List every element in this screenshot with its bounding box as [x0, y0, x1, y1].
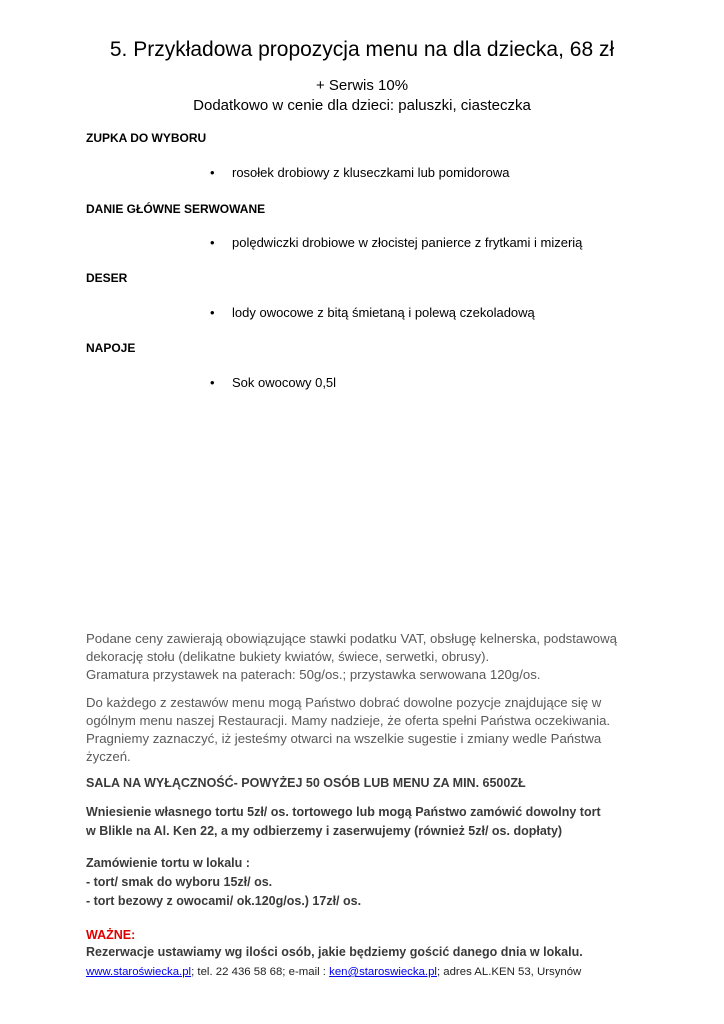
bullet-icon: • — [210, 375, 215, 390]
info-line: dekorację stołu (delikatne bukiety kwiatów, świece, serwetki, obrusy). — [86, 649, 490, 664]
cake-line: Wniesienie własnego tortu 5zł/ os. tortowego lub mogą Państwo zamówić dowolny tort — [86, 805, 601, 819]
section-heading-dessert: DESER — [86, 271, 128, 285]
info-line: Gramatura przystawek na paterach: 50g/os.; przystawka serwowana 120g/os. — [86, 667, 541, 682]
reservation-note: Rezerwacje ustawiamy wg ilości osób, jakie będziemy gościć danego dnia w lokalu. — [86, 945, 583, 959]
important-label: WAŻNE: — [86, 928, 136, 942]
section-heading-drinks: NAPOJE — [86, 341, 136, 355]
order-line: Zamówienie tortu w lokalu : — [86, 856, 250, 870]
email-link[interactable]: ken@staroswiecka.pl — [329, 966, 437, 978]
item-text: rosołek drobiowy z kluseczkami lub pomidorowa — [232, 165, 510, 180]
menu-item-drinks — [210, 374, 336, 392]
info-line: Pragniemy zaznaczyć, iż jesteśmy otwarci na wszelkie sugestie i zmiany wedle Państwa — [86, 731, 602, 746]
website-link[interactable]: www.staroświecka.pl — [86, 966, 192, 978]
phone-text: ; tel. 22 436 58 68; e-mail : — [191, 966, 330, 978]
section-heading-main: DANIE GŁÓWNE SERWOWANE — [86, 202, 266, 216]
extra-note: Dodatkowo w cenie dla dzieci: paluszki, ciasteczka — [193, 97, 531, 114]
info-line: życzeń. — [86, 749, 131, 764]
cake-order-info — [86, 854, 646, 911]
sala-exclusive-note: SALA NA WYŁĄCZNOŚĆ- POWYŻEJ 50 OSÓB LUB MENU ZA MIN. 6500ZŁ — [86, 776, 526, 790]
pricing-info — [86, 630, 646, 684]
info-line: ogólnym menu naszej Restauracji. Mamy nadzieje, że oferta spełni Państwa oczekiwania. — [86, 713, 611, 728]
info-line: Podane ceny zawierają obowiązujące stawki podatku VAT, obsługę kelnerska, podstawową — [86, 631, 617, 646]
cake-info — [86, 803, 646, 841]
info-line: Do każdego z zestawów menu mogą Państwo dobrać dowolne pozycje znajdujące się w — [86, 695, 602, 710]
address-text: ; adres AL.KEN 53, Ursynów — [436, 966, 582, 978]
bullet-icon: • — [210, 235, 215, 250]
section-heading-soup: ZUPKA DO WYBORU — [86, 131, 207, 145]
item-text: polędwiczki drobiowe w złocistej panierce z frytkami i mizerią — [232, 235, 583, 250]
order-line: - tort/ smak do wyboru 15zł/ os. — [86, 875, 273, 889]
service-charge: + Serwis 10% — [315, 77, 409, 94]
menu-item-soup — [210, 164, 509, 182]
order-line: - tort bezowy z owocami/ ok.120g/os.) 17zł/ os. — [86, 894, 362, 908]
menu-customization-info — [86, 694, 646, 766]
item-text: Sok owocowy 0,5l — [232, 375, 337, 390]
cake-line: w Blikle na Al. Ken 22, a my odbierzemy i zaserwujemy (również 5zł/ os. dopłaty) — [86, 824, 563, 838]
contact-footer — [86, 964, 581, 980]
menu-item-dessert — [210, 304, 535, 322]
menu-title: 5. Przykładowa propozycja menu na dla dziecka, 68 zł — [109, 38, 615, 61]
item-text: lody owocowe z bitą śmietaną i polewą czekoladową — [232, 305, 535, 320]
bullet-icon: • — [210, 305, 215, 320]
bullet-icon: • — [210, 165, 215, 180]
menu-item-main — [210, 234, 582, 252]
